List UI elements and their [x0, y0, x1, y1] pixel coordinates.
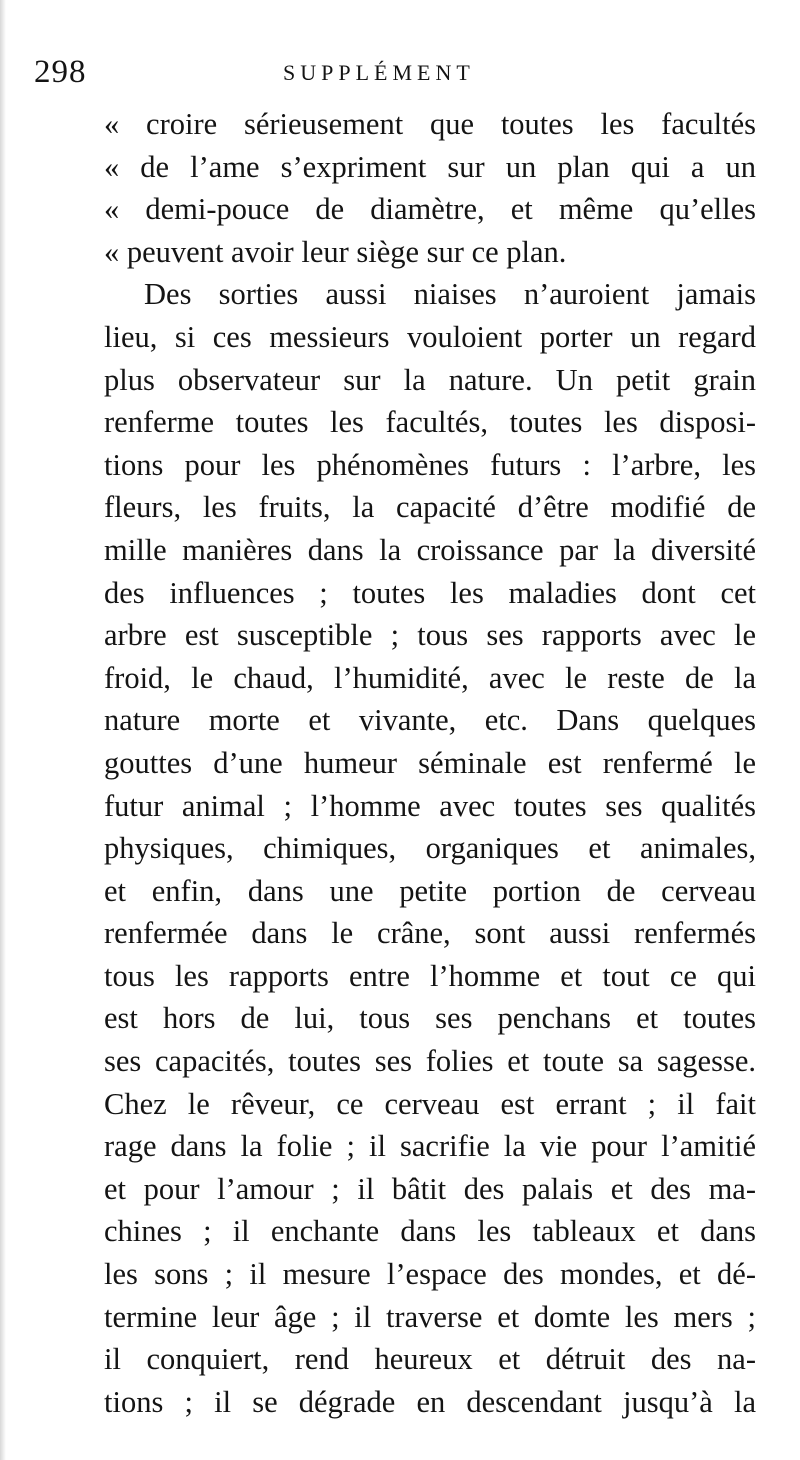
text-line: « de l’ame s’expriment sur un plan qui a un — [104, 149, 756, 184]
text-line: « peuvent avoir leur siège sur ce plan. — [104, 234, 567, 269]
text-line: physiques, chimiques, organiques et animales, — [104, 831, 756, 866]
text-line: mille manières dans la croissance par la diversité — [104, 532, 756, 567]
text-line: termine leur âge ; il traverse et domte les mers ; — [104, 1299, 756, 1334]
text-line: tions ; il se dégrade en descendant jusqu’à la — [104, 1384, 756, 1419]
text-line: il conquiert, rend heureux et détruit des na- — [104, 1342, 756, 1377]
page-number: 298 — [34, 54, 87, 90]
text-line: lieu, si ces messieurs vouloient porter un regard — [104, 319, 756, 354]
page-header — [0, 52, 800, 92]
text-line: tions pour les phénomènes futurs : l’arbre, les — [104, 447, 756, 482]
text-line: nature morte et vivante, etc. Dans quelques — [104, 703, 756, 738]
text-line: « croire sérieusement que toutes les facultés — [104, 107, 756, 141]
text-line: plus observateur sur la nature. Un petit grain — [104, 362, 756, 397]
text-line: des influences ; toutes les maladies dont cet — [104, 575, 756, 610]
body-text — [104, 103, 756, 1423]
text-line: renferme toutes les facultés, toutes les disposi- — [104, 405, 756, 440]
text-line: arbre est susceptible ; tous ses rapports avec le — [104, 618, 756, 653]
text-line: ses capacités, toutes ses folies et toute sa sagesse. — [104, 1044, 756, 1079]
text-line: renfermée dans le crâne, sont aussi renfermés — [104, 916, 756, 951]
text-line: fleurs, les fruits, la capacité d’être modifié de — [104, 490, 756, 525]
text-line: et pour l’amour ; il bâtit des palais et des ma- — [104, 1171, 756, 1206]
page-gutter-shadow — [0, 0, 6, 1460]
paragraph-start-line: Des sorties aussi niaises n’auroient jamais — [144, 277, 756, 312]
text-line: les sons ; il mesure l’espace des mondes, et dé- — [104, 1257, 756, 1292]
text-line: futur animal ; l’homme avec toutes ses qualités — [104, 788, 756, 823]
running-head: SUPPLÉMENT — [283, 60, 475, 85]
text-line: rage dans la folie ; il sacrifie la vie pour l’amitié — [104, 1129, 756, 1164]
text-line: et enfin, dans une petite portion de cerveau — [104, 873, 756, 908]
text-line: Chez le rêveur, ce cerveau est errant ; il fait — [104, 1086, 756, 1121]
text-line: froid, le chaud, l’humidité, avec le reste de la — [104, 660, 756, 695]
text-line: gouttes d’une humeur séminale est renfermé le — [104, 745, 756, 780]
text-line: « demi-pouce de diamètre, et même qu’elles — [104, 192, 756, 227]
text-line: est hors de lui, tous ses penchans et toutes — [104, 1001, 756, 1036]
text-line: chines ; il enchante dans les tableaux et dans — [104, 1214, 756, 1249]
text-line: tous les rapports entre l’homme et tout ce qui — [104, 958, 756, 993]
